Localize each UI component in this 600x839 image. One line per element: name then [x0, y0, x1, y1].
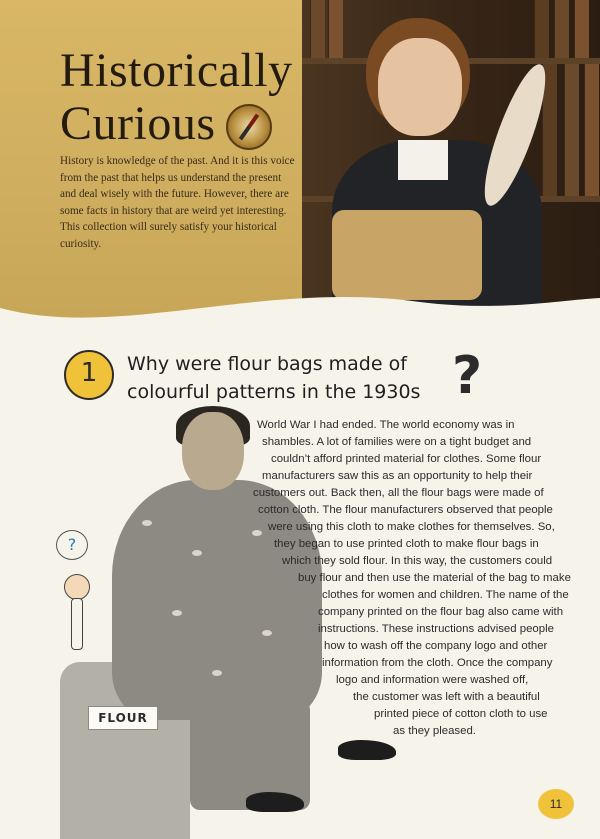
body-line: company printed on the flour bag also came with: [318, 606, 564, 618]
body-line: shambles. A lot of families were on a tight budget and: [262, 436, 532, 448]
compass-icon: [226, 104, 272, 150]
question-number-badge: [64, 350, 114, 400]
body-line: the customer was left with a beautiful: [353, 691, 540, 703]
body-line: instructions. These instructions advised people: [318, 623, 554, 635]
body-line: customers out. Back then, all the flour bags were made of: [253, 487, 544, 499]
page-title-line2: Curious: [60, 97, 216, 150]
body-line: printed piece of cotton cloth to use: [374, 708, 548, 720]
body-line: buy flour and then use the material of the bag to make: [298, 572, 571, 584]
intro-paragraph: History is knowledge of the past. And it is this voice from the past that helps us understand the present and deal wisely with the future. However, there are some facts in history that are weird yet interesting. This collection will surely satisfy your historical curiosity.: [60, 155, 295, 250]
body-line: information from the cloth. Once the company: [322, 657, 553, 669]
body-line: couldn’t afford printed material for clothes. Some flour: [271, 453, 542, 465]
page-number: 11: [538, 789, 574, 819]
question-title: Why were flour bags made of colourful patterns in the 1930s: [127, 353, 421, 403]
body-line: they began to use printed cloth to make flour bags in: [274, 538, 539, 550]
body-line: clothes for women and children. The name of the: [322, 589, 569, 601]
boy-doodle-body: [71, 598, 83, 650]
header-wave-divider: [0, 270, 600, 340]
flour-label: FLOUR: [88, 706, 158, 730]
body-line: World War I had ended. The world economy was in: [257, 419, 515, 431]
thought-bubble-icon: ?: [56, 530, 88, 560]
body-line: were using this cloth to make clothes for themselves. So,: [268, 521, 555, 533]
right-shoe: [338, 740, 396, 760]
woman-face: [182, 412, 244, 490]
woman-skirt: [190, 700, 310, 810]
woman-figure: [112, 480, 322, 720]
question-mark-icon: ?: [452, 346, 483, 406]
question-number: 1: [80, 358, 98, 388]
page-title-line1: Historically: [60, 44, 293, 97]
body-line: logo and information were washed off,: [336, 674, 529, 686]
boy-doodle-head: [64, 574, 90, 600]
body-line: as they pleased.: [393, 725, 476, 737]
body-line: manufacturers saw this as an opportunity to help their: [262, 470, 533, 482]
body-line: how to wash off the company logo and other: [324, 640, 548, 652]
body-line: which they sold flour. In this way, the customers could: [282, 555, 553, 567]
body-line: cotton cloth. The flour manufacturers observed that people: [258, 504, 553, 516]
